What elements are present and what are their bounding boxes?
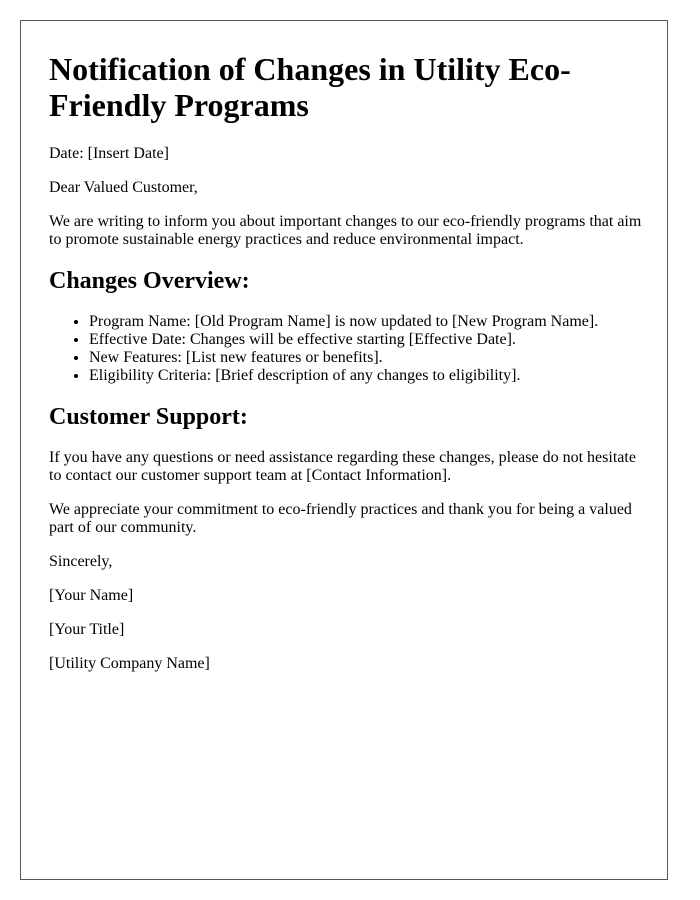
changes-heading: Changes Overview: xyxy=(49,268,250,294)
date-line: Date: [Insert Date] xyxy=(49,145,169,162)
letter-page xyxy=(20,20,668,880)
support-paragraph: If you have any questions or need assistance regarding these changes, please do not hesitate to contact our customer support team at [Contact Information]. xyxy=(49,449,636,484)
appreciation-paragraph: We appreciate your commitment to eco-friendly practices and thank you for being a valued part of our community. xyxy=(49,501,632,536)
list-item: • Effective Date: Changes will be effective starting [Effective Date]. xyxy=(89,331,647,349)
intro-paragraph: We are writing to inform you about important changes to our eco-friendly programs that aim to promote sustainable energy practices and reduce environmental impact. xyxy=(49,213,642,248)
closing: Sincerely, xyxy=(49,553,113,570)
list-item: • Eligibility Criteria: [Brief description of any changes to eligibility]. xyxy=(89,367,647,385)
company-name: [Utility Company Name] xyxy=(49,655,210,672)
list-item: • New Features: [List new features or benefits]. xyxy=(89,349,647,367)
support-heading: Customer Support: xyxy=(49,404,248,430)
salutation: Dear Valued Customer, xyxy=(49,179,198,196)
list-item: • Program Name: [Old Program Name] is now updated to [New Program Name]. xyxy=(89,313,647,331)
changes-list xyxy=(49,313,647,385)
letter-title: Notification of Changes in Utility Eco-Friendly Programs xyxy=(49,51,571,123)
signer-name: [Your Name] xyxy=(49,587,134,604)
signer-title: [Your Title] xyxy=(49,621,125,638)
